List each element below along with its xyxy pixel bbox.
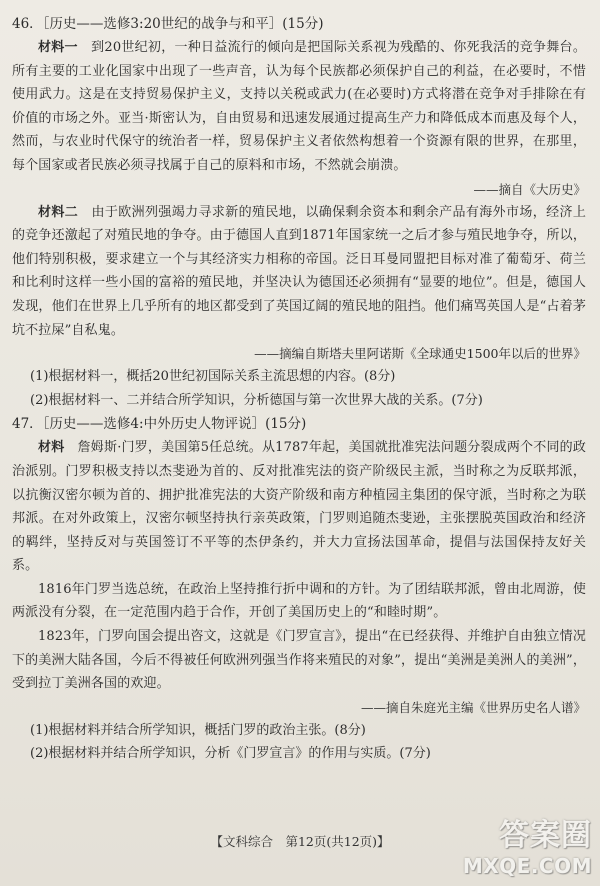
watermark-logo <box>462 812 592 878</box>
q46-material-1-source: ——摘自《大历史》 <box>473 181 586 197</box>
question-47 <box>12 412 586 766</box>
q47-material-para-3: 1823年，门罗向国会提出咨文，这就是《门罗宣言》，提出“在已经获得、并维护自由独立情况下的美洲大陆各国，今后不得被任何欧洲列强当作将来殖民的对象”，提出“美洲是美洲人的美洲”，受到拉丁美洲各国的欢迎。 <box>12 629 586 692</box>
q47-material-text-1: 詹姆斯·门罗，美国第5任总统。从1787年起，美国就批准宪法问题分裂成两个不同的政治派别。门罗积极支持以杰斐逊为首的、反对批准宪法的资产阶级民主派，当时称之为反联邦派，以抗衡汉密尔顿为首的、拥护批准宪法的大资产阶级和南方种植园主集团的保守派，当时称之为联邦派。在对外政策上，汉密尔顿坚持执行亲英政策，门罗则追随杰斐逊，主张摆脱英国政治和经济的羁绊，坚持反对与英国签订不平等的杰伊条约，并大力宣扬法国革命，提倡与法国保持友好关系。 <box>12 440 586 574</box>
q47-material-label: 材料 <box>38 440 65 456</box>
watermark-top <box>474 812 592 852</box>
watermark-cn-text: 答案圈 <box>499 818 592 853</box>
page-footer: 【文科综合 第12页(共12页)】 <box>210 834 390 849</box>
q46-material-2-source: ——摘编自斯塔夫里阿诺斯《全球通史1500年以后的世界》 <box>254 346 586 362</box>
question-47-title: 47．［历史——选修4:中外历史人物评说］(15分) <box>12 416 307 433</box>
question-46 <box>12 12 586 412</box>
q47-material-para-1 <box>12 436 586 578</box>
q46-material-2-label: 材料二 <box>38 204 79 220</box>
q46-material-2 <box>12 201 586 343</box>
q47-material-source: ——摘自朱庭光主编《世界历史名人谱》 <box>360 699 586 715</box>
q47-task-1: (1)根据材料并结合所学知识，概括门罗的政治主张。(8分) <box>30 722 366 738</box>
q46-task-2: (2)根据材料一、二并结合所学知识，分析德国与第一次世界大战的关系。(7分) <box>30 392 483 408</box>
q47-material-para-2: 1816年门罗当选总统，在政治上坚持推行折中调和的方针。为了团结联邦派，曾由北周游，使两派没有分裂，在一定范围内趋于合作，开创了美国历史上的“和睦时期”。 <box>12 581 586 621</box>
q46-task-1: (1)根据材料一，概括20世纪初国际关系主流思想的内容。(8分) <box>30 369 396 385</box>
watermark-url: MXQE.COM <box>462 854 592 878</box>
q46-material-1-label: 材料一 <box>38 40 78 55</box>
q46-material-1-text: 到20世纪初，一种日益流行的倾向是把国际关系视为残酷的、你死我活的竞争舞台。所有主要的工业化国家中出现了一些声音，认为每个民族都必须保护自己的利益，在必要时，不惜使用武力。这是在支持贸易保护主义，支持以关税或武力(在必要时)方式将潜在竞争对手排除在有价值的市场之外。亚当·斯密认为，自由贸易和迅速发展通过提高生产力和降低成本而惠及每个人，然而，与农业时代保守的统治者一样，贸易保护主义者依然构想着一个资源有限的世界，在那里，每个国家或者民族必须寻找属于自己的原料和市场，不然就会崩溃。 <box>12 40 586 173</box>
page-content <box>12 12 586 766</box>
question-46-title: 46．［历史——选修3:20世纪的战争与和平］(15分) <box>12 16 324 32</box>
q46-material-1 <box>12 36 586 178</box>
q47-task-2: (2)根据材料并结合所学知识，分析《门罗宣言》的作用与实质。(7分) <box>30 746 431 762</box>
q46-material-2-text: 由于欧洲列强竭力寻求新的殖民地，以确保剩余资本和剩余产品有海外市场，经济上的竞争还激起了对殖民地的争夺。由于德国人直到1871年国家统一之后才参与殖民地争夺，所以，他们特别积极，要求建立一个与其经济实力相称的帝国。泛日耳曼同盟把目标对准了葡萄牙、荷兰和比利时这样一些小国的富裕的殖民地，并坚决认为德国还必须拥有“显要的地位”。但是，德国人发现，他们在世界上几乎所有的地区都受到了英国辽阔的殖民地的阻挡。他们痛骂英国人是“占着茅坑不拉屎”自私鬼。 <box>12 204 587 338</box>
